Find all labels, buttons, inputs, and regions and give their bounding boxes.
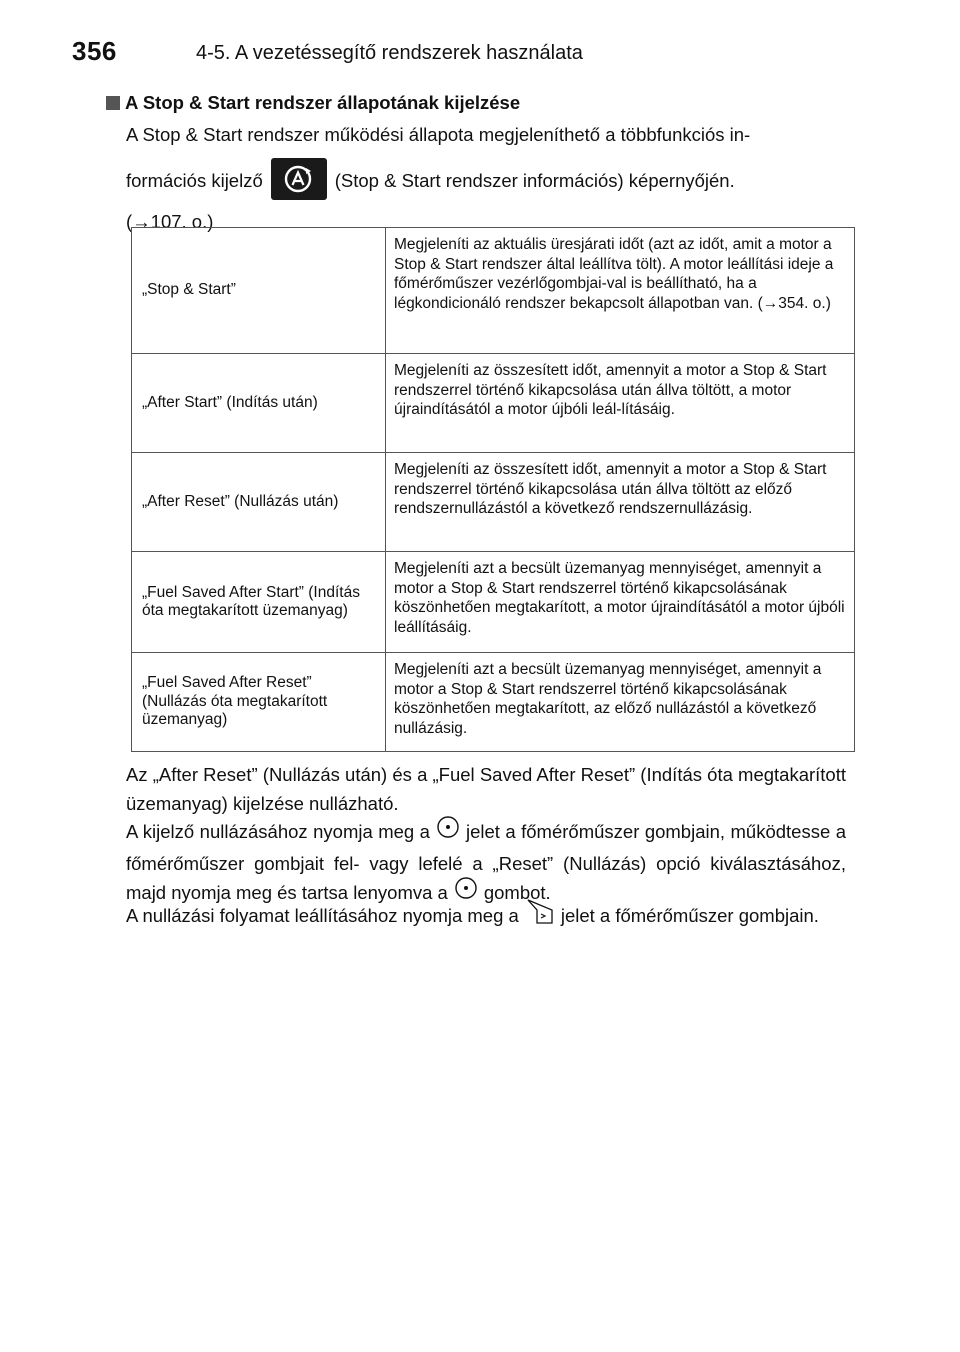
intro-text-3: (Stop & Start rendszer információs) képernyőjén.	[334, 169, 735, 191]
table-cell-description: Megjeleníti az összesített időt, amennyit a motor a Stop & Start rendszerrel történő kikapcsolása után állva töltött, a motor újraindításától a motor újbóli leál-lításáig.	[394, 362, 827, 418]
table-row	[132, 652, 854, 751]
table-row	[132, 452, 854, 551]
table-cell-description: Megjeleníti azt a becsült üzemanyag mennyiséget, amennyit a motor a Stop & Start rendszerrel történő kikapcsolásának köszönhetően megtakarított, a motor újraindításától a motor újbóli leállításáig.	[394, 560, 845, 636]
enter-button-icon	[436, 815, 460, 847]
stop-text-1: A nullázási folyamat leállításához nyomja meg a	[126, 904, 519, 926]
table-cell-label: „Fuel Saved After Start” (Indítás óta megtakarított üzemanyag)	[132, 552, 386, 652]
table-cell-description: Megjeleníti az összesített időt, amennyit a motor a Stop & Start rendszerrel történő kikapcsolása után állva töltött az előző rendszernullázástól a következő rendszernullázásig.	[394, 461, 827, 517]
table-cell-label: „After Start” (Indítás után)	[132, 354, 386, 452]
table-row	[132, 551, 854, 652]
chapter-title: 4-5. A vezetéssegítő rendszerek használata	[196, 42, 583, 64]
square-bullet-icon	[106, 96, 120, 110]
section-heading-text: A Stop & Start rendszer állapotának kijelzése	[125, 92, 521, 113]
page-number: 356	[72, 36, 117, 66]
back-button-icon	[525, 896, 555, 934]
table-row	[132, 228, 854, 353]
note-stop-reset	[126, 898, 846, 936]
intro-paragraph	[126, 120, 846, 236]
note-how-to-reset	[126, 817, 846, 910]
table-cell-label: „Stop & Start”	[132, 228, 386, 353]
page-reference: (→107. o.)	[126, 211, 214, 232]
table-cell-description: Megjeleníti az aktuális üresjárati időt (azt az időt, amit a motor a Stop & Start rendszer által leállítva tölt). A motor leállítási ideje a főmérőműszer vezérlőgombjai-val is beállítható, ha a légkondicionáló rendszer bekapcsolt állapotban van. (→354. o.)	[394, 236, 834, 312]
intro-line-2	[126, 161, 846, 203]
note-reset-paragraph: Az „After Reset” (Nullázás után) és a „Fuel Saved After Reset” (Indítás óta megtakarított üzemanyag) kijelzése nullázható.	[126, 764, 846, 814]
reset-text-1: A kijelző nullázásához nyomja meg a	[126, 821, 430, 842]
reset-text-3: gombot.	[483, 882, 551, 904]
section-heading	[106, 92, 866, 114]
reset-text-2: jelet a főmérőműszer gombjain, működtesse a főmérőműszer gombjait fel- vagy lefelé a „Reset” (Nullázás) opció kiválasztásához, majd nyomja meg és tartsa lenyomva a	[126, 821, 846, 904]
table-row	[132, 353, 854, 452]
table-cell-label: „Fuel Saved After Reset” (Nullázás óta megtakarított üzemanyag)	[132, 653, 386, 751]
intro-text-2: formációs kijelző	[126, 169, 263, 191]
stop-text-2: jelet a főmérőműszer gombjain.	[560, 904, 819, 926]
status-table	[131, 227, 855, 752]
page-header	[72, 32, 892, 76]
table-cell-description: Megjeleníti azt a becsült üzemanyag mennyiséget, amennyit a motor a Stop & Start rendszerrel történő kikapcsolásának köszönhetően megtakarított, az előző nullázástól a következő nullázásig.	[394, 661, 822, 737]
intro-text-1: A Stop & Start rendszer működési állapota megjeleníthető a többfunkciós in-	[126, 124, 751, 145]
table-cell-label: „After Reset” (Nullázás után)	[132, 453, 386, 551]
stop-start-info-icon	[271, 158, 327, 200]
